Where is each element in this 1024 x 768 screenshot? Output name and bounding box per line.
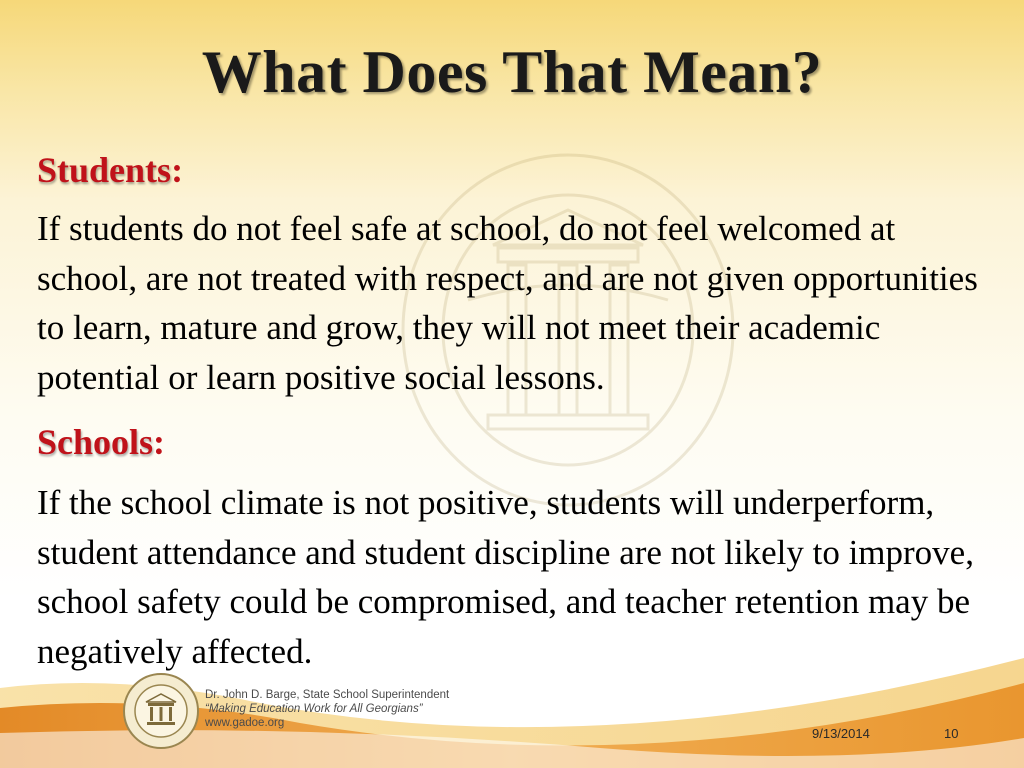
schools-paragraph: If the school climate is not positive, students will underperform, student attendance and student discipline are not likely to improve, school safety could be compromised, and teacher retention may be negatively affected. — [37, 483, 974, 671]
footer-credits — [205, 688, 449, 730]
schools-heading-colon: : — [153, 422, 166, 462]
footer-tagline: “Making Education Work for All Georgians” — [205, 703, 423, 715]
students-heading-label: Students — [37, 150, 172, 190]
students-paragraph: If students do not feel safe at school, do not feel welcomed at school, are not treated with respect, and are not given opportunities to learn, mature and grow, they will not meet their academic potential or learn positive social lessons. — [37, 209, 978, 397]
department-of-education-seal-icon — [122, 672, 200, 750]
schools-heading — [37, 420, 997, 464]
footer-name-line: Dr. John D. Barge, State School Superintendent — [205, 689, 450, 701]
slide-title: What Does That Mean? — [201, 39, 823, 105]
page-number: 10 — [944, 726, 959, 741]
students-heading-colon: : — [171, 150, 184, 190]
students-heading — [37, 148, 997, 192]
footer-website[interactable]: www.gadoe.org — [205, 717, 285, 729]
footer-date: 9/13/2014 — [812, 726, 870, 741]
slide-content — [37, 148, 997, 694]
schools-heading-label: Schools — [37, 422, 154, 462]
